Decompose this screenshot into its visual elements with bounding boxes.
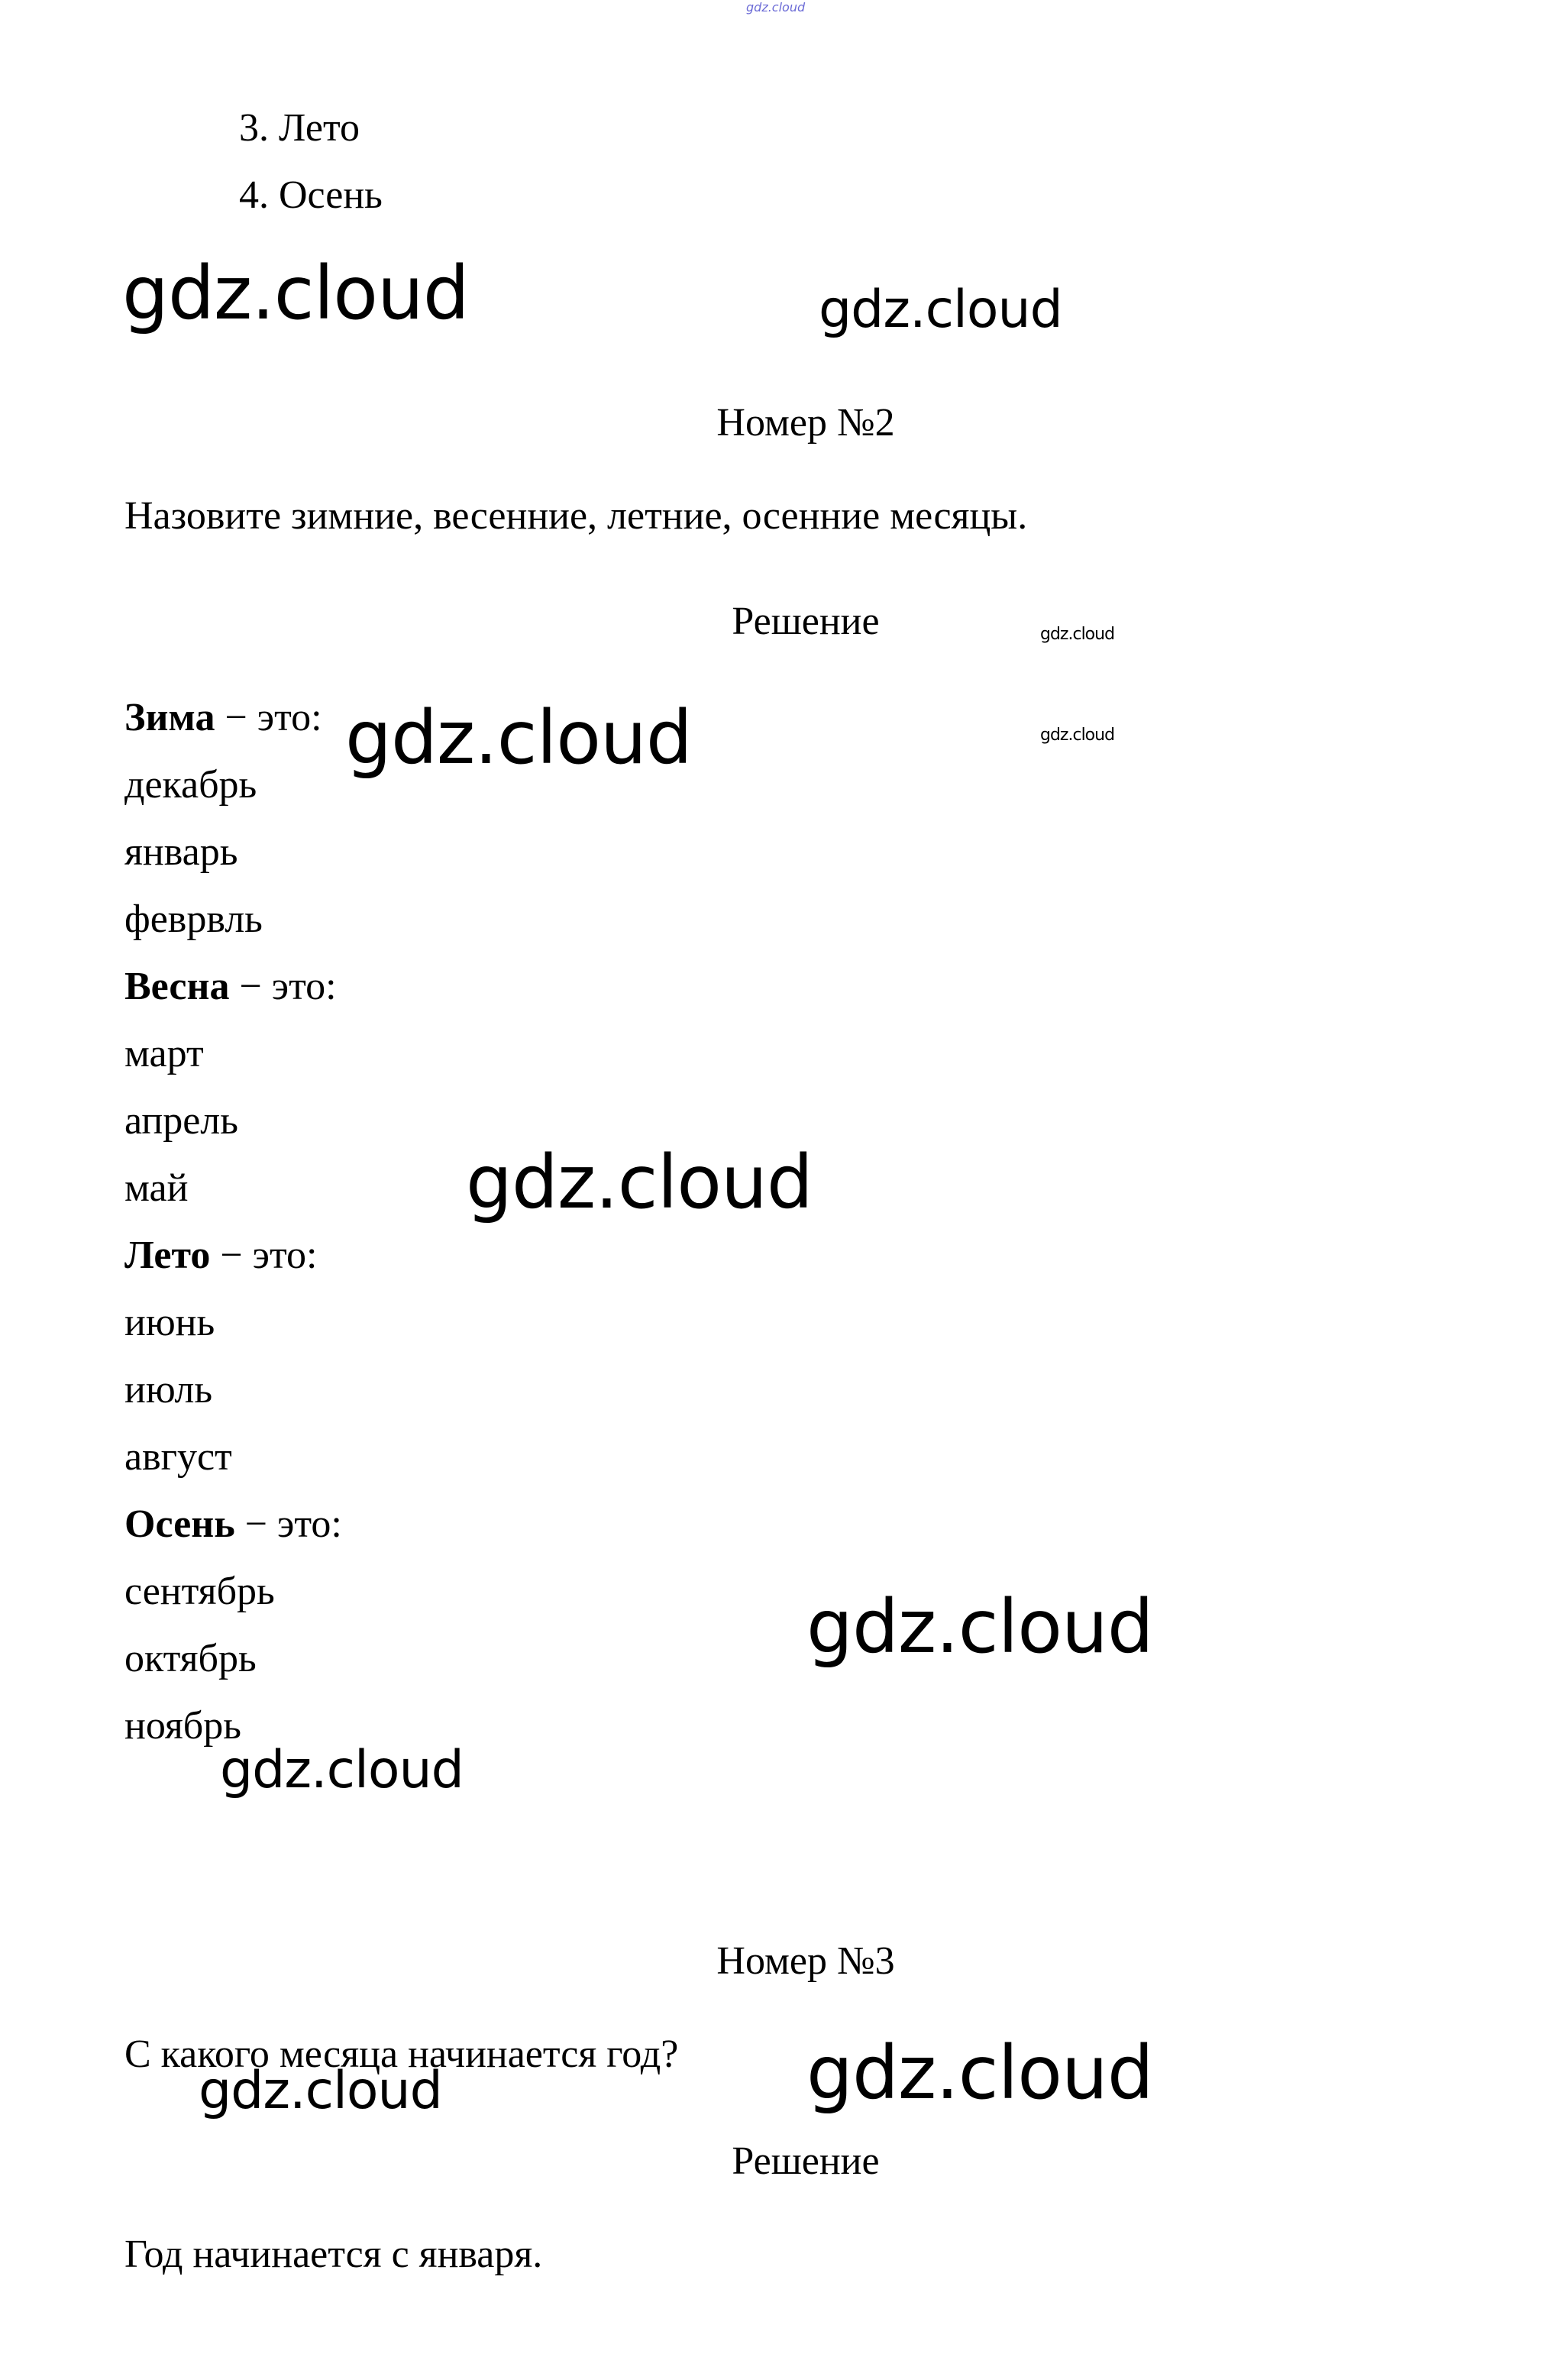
task3-answer: Год начинается с января. — [124, 2233, 543, 2276]
month-april: апрель — [124, 1099, 238, 1143]
season-suffix: − это: — [215, 696, 322, 739]
watermark: gdz.cloud — [806, 1584, 1153, 1670]
watermark: gdz.cloud — [819, 280, 1062, 340]
month-may: май — [124, 1166, 189, 1210]
season-suffix: − это: — [234, 1502, 342, 1546]
watermark: gdz.cloud — [345, 695, 692, 781]
task3-solution-label: Решение — [732, 2139, 880, 2183]
watermark-top: gdz.cloud — [746, 0, 806, 15]
task3-title: Номер №3 — [716, 1939, 895, 1983]
month-february: феврвль — [124, 897, 263, 941]
season-autumn-heading — [124, 1502, 342, 1547]
task2-question: Назовите зимние, весенние, летние, осенние месяцы. — [124, 494, 1028, 538]
watermark: gdz.cloud — [199, 2061, 442, 2121]
season-name: Осень — [124, 1502, 235, 1546]
month-august: август — [124, 1435, 232, 1479]
season-winter-heading — [124, 695, 322, 741]
month-march: март — [124, 1032, 204, 1075]
month-september: сентябрь — [124, 1570, 275, 1613]
month-july: июль — [124, 1368, 213, 1412]
watermark: gdz.cloud — [1040, 625, 1115, 644]
season-suffix: − это: — [210, 1234, 318, 1277]
list-item-summer: 3. Лето — [239, 106, 360, 150]
season-spring-heading — [124, 964, 337, 1010]
season-name: Лето — [124, 1234, 211, 1277]
task3-question: С какого месяца начинается год? — [124, 2032, 679, 2076]
watermark: gdz.cloud — [1040, 726, 1115, 745]
month-november: ноябрь — [124, 1704, 241, 1748]
watermark: gdz.cloud — [806, 2030, 1153, 2116]
watermark: gdz.cloud — [220, 1740, 464, 1800]
month-december: декабрь — [124, 763, 257, 807]
watermark: gdz.cloud — [466, 1140, 813, 1225]
month-june: июнь — [124, 1301, 215, 1344]
season-name: Весна — [124, 965, 230, 1008]
watermark: gdz.cloud — [122, 251, 469, 336]
season-name: Зима — [124, 696, 215, 739]
month-october: октябрь — [124, 1637, 257, 1680]
task2-title: Номер №2 — [716, 401, 895, 445]
task2-solution-label: Решение — [732, 600, 880, 643]
season-summer-heading — [124, 1233, 317, 1279]
month-january: январь — [124, 830, 238, 874]
season-suffix: − это: — [229, 965, 337, 1008]
list-item-autumn: 4. Осень — [239, 173, 383, 217]
